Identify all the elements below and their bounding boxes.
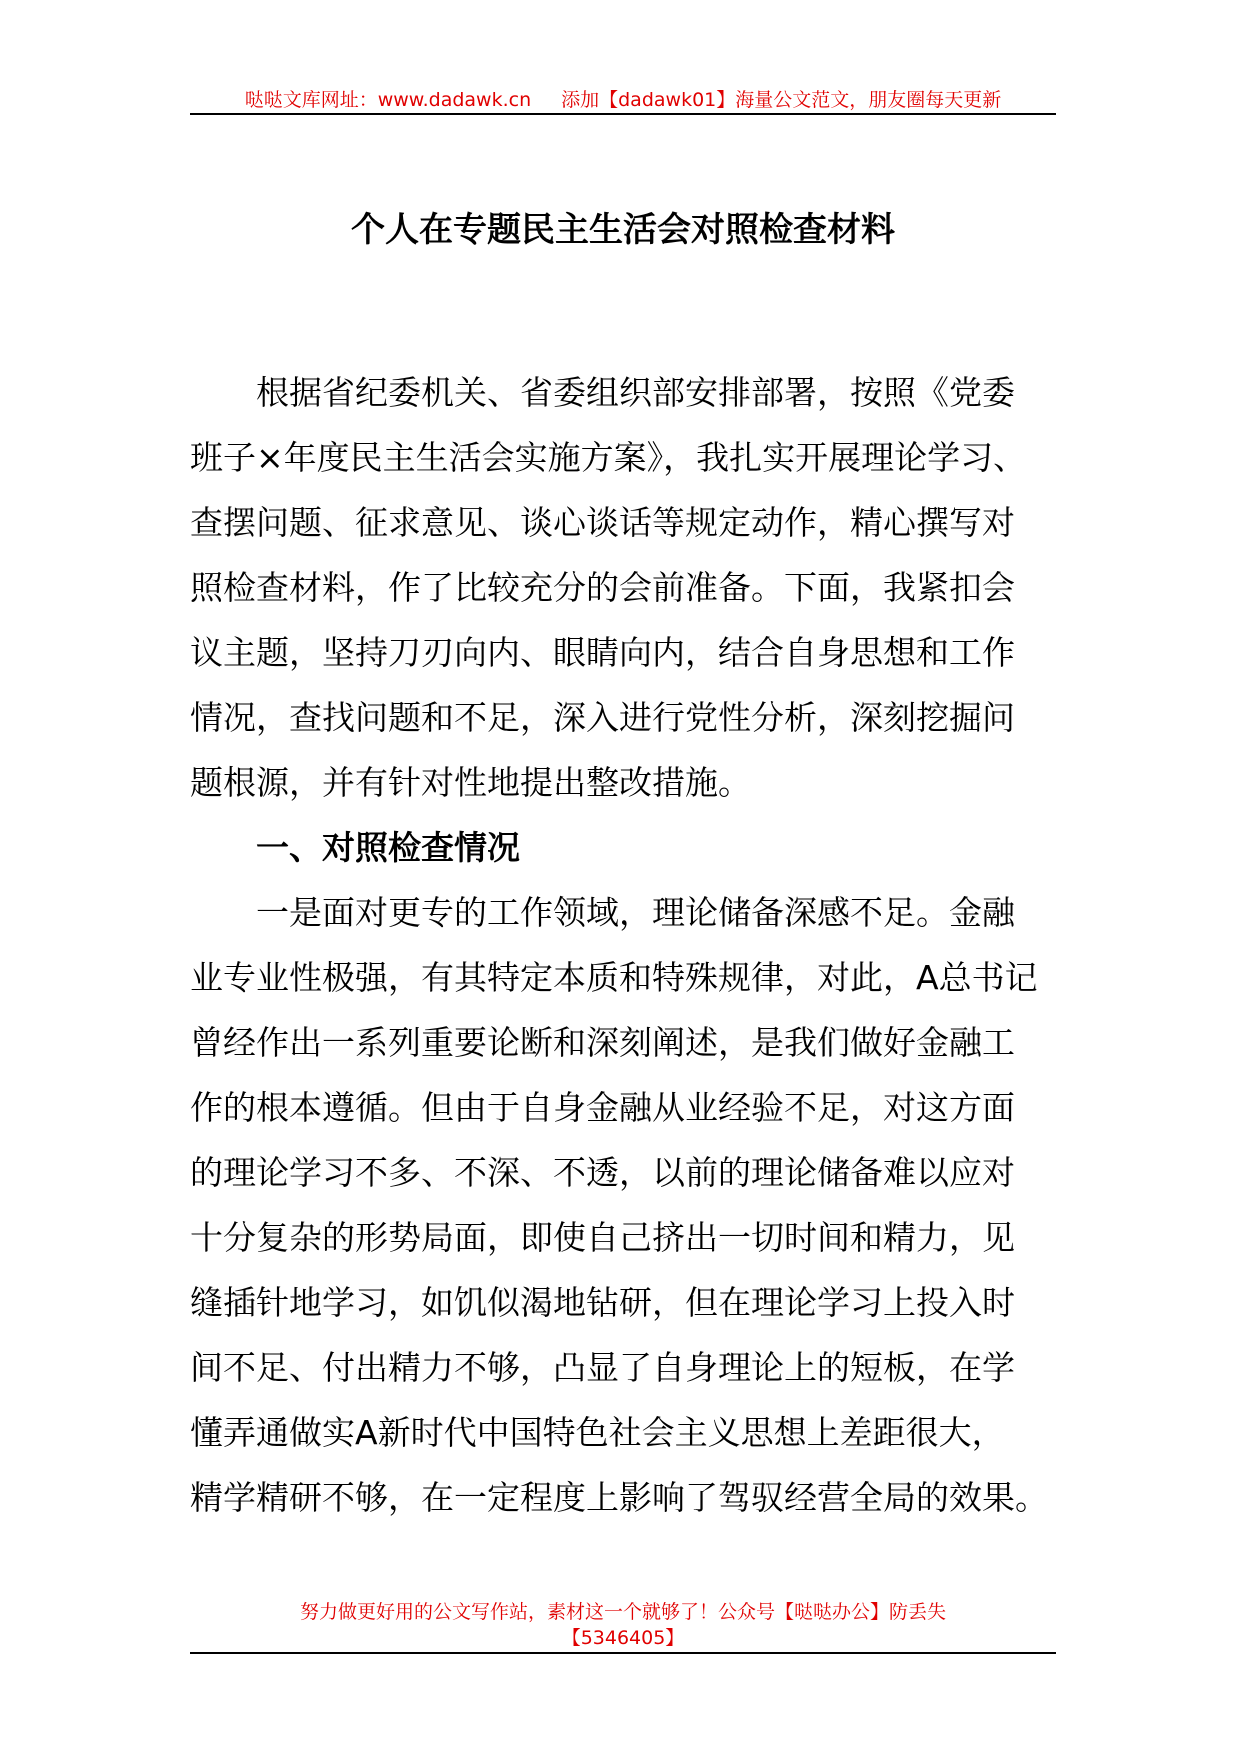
paragraph-line: 曾经作出一系列重要论断和深刻阐述，是我们做好金融工 xyxy=(190,1023,1015,1062)
paragraph-line: 业专业性极强，有其特定本质和特殊规律，对此，A总书记 xyxy=(190,958,1038,997)
paragraph-line: 情况，查找问题和不足，深入进行党性分析，深刻挖掘问 xyxy=(190,698,1015,737)
footer-id-line: 【5346405】 xyxy=(561,1627,685,1649)
paragraph-line: 班子×年度民主生活会实施方案》，我扎实开展理论学习、 xyxy=(190,438,1027,477)
paragraph-line: 作的根本遵循。但由于自身金融从业经验不足，对这方面 xyxy=(190,1088,1015,1127)
page-header xyxy=(190,88,1056,112)
paragraph-line: 议主题，坚持刀刃向内、眼睛向内，结合自身思想和工作 xyxy=(190,633,1015,672)
paragraph-line: 照检查材料，作了比较充分的会前准备。下面，我紧扣会 xyxy=(190,568,1015,607)
header-divider xyxy=(190,113,1056,115)
header-site-link[interactable]: 哒哒文库网址：www.dadawk.cn xyxy=(244,89,532,111)
paragraph-line: 缝插针地学习，如饥似渴地钻研，但在理论学习上投入时 xyxy=(190,1283,1015,1322)
paragraph-line: 根据省纪委机关、省委组织部安排部署，按照《党委 xyxy=(256,373,1015,412)
document-title: 个人在专题民主生活会对照检查材料 xyxy=(351,210,895,250)
paragraph-line: 间不足、付出精力不够，凸显了自身理论上的短板，在学 xyxy=(190,1348,1015,1387)
paragraph-line: 十分复杂的形势局面，即使自己挤出一切时间和精力，见 xyxy=(190,1218,1015,1257)
paragraph-line: 题根源，并有针对性地提出整改措施。 xyxy=(190,763,751,802)
paragraph-line: 一是面对更专的工作领域，理论储备深感不足。金融 xyxy=(256,893,1015,932)
footer-divider xyxy=(190,1652,1056,1654)
paragraph-line: 懂弄通做实A新时代中国特色社会主义思想上差距很大， xyxy=(190,1413,1005,1452)
paragraph-line: 的理论学习不多、不深、不透，以前的理论储备难以应对 xyxy=(190,1153,1015,1192)
page-footer xyxy=(190,1599,1056,1651)
footer-promo-line: 努力做更好用的公文写作站，素材这一个就够了！公众号【哒哒办公】防丢失 xyxy=(299,1601,946,1623)
paragraph-line: 精学精研不够，在一定程度上影响了驾驭经营全局的效果。 xyxy=(190,1478,1048,1517)
header-promo-text: 添加【dadawk01】海量公文范文，朋友圈每天更新 xyxy=(561,89,1002,111)
document-body xyxy=(190,360,1056,1530)
section-heading: 一、对照检查情况 xyxy=(256,828,520,867)
paragraph-line: 查摆问题、征求意见、谈心谈话等规定动作，精心撰写对 xyxy=(190,503,1015,542)
